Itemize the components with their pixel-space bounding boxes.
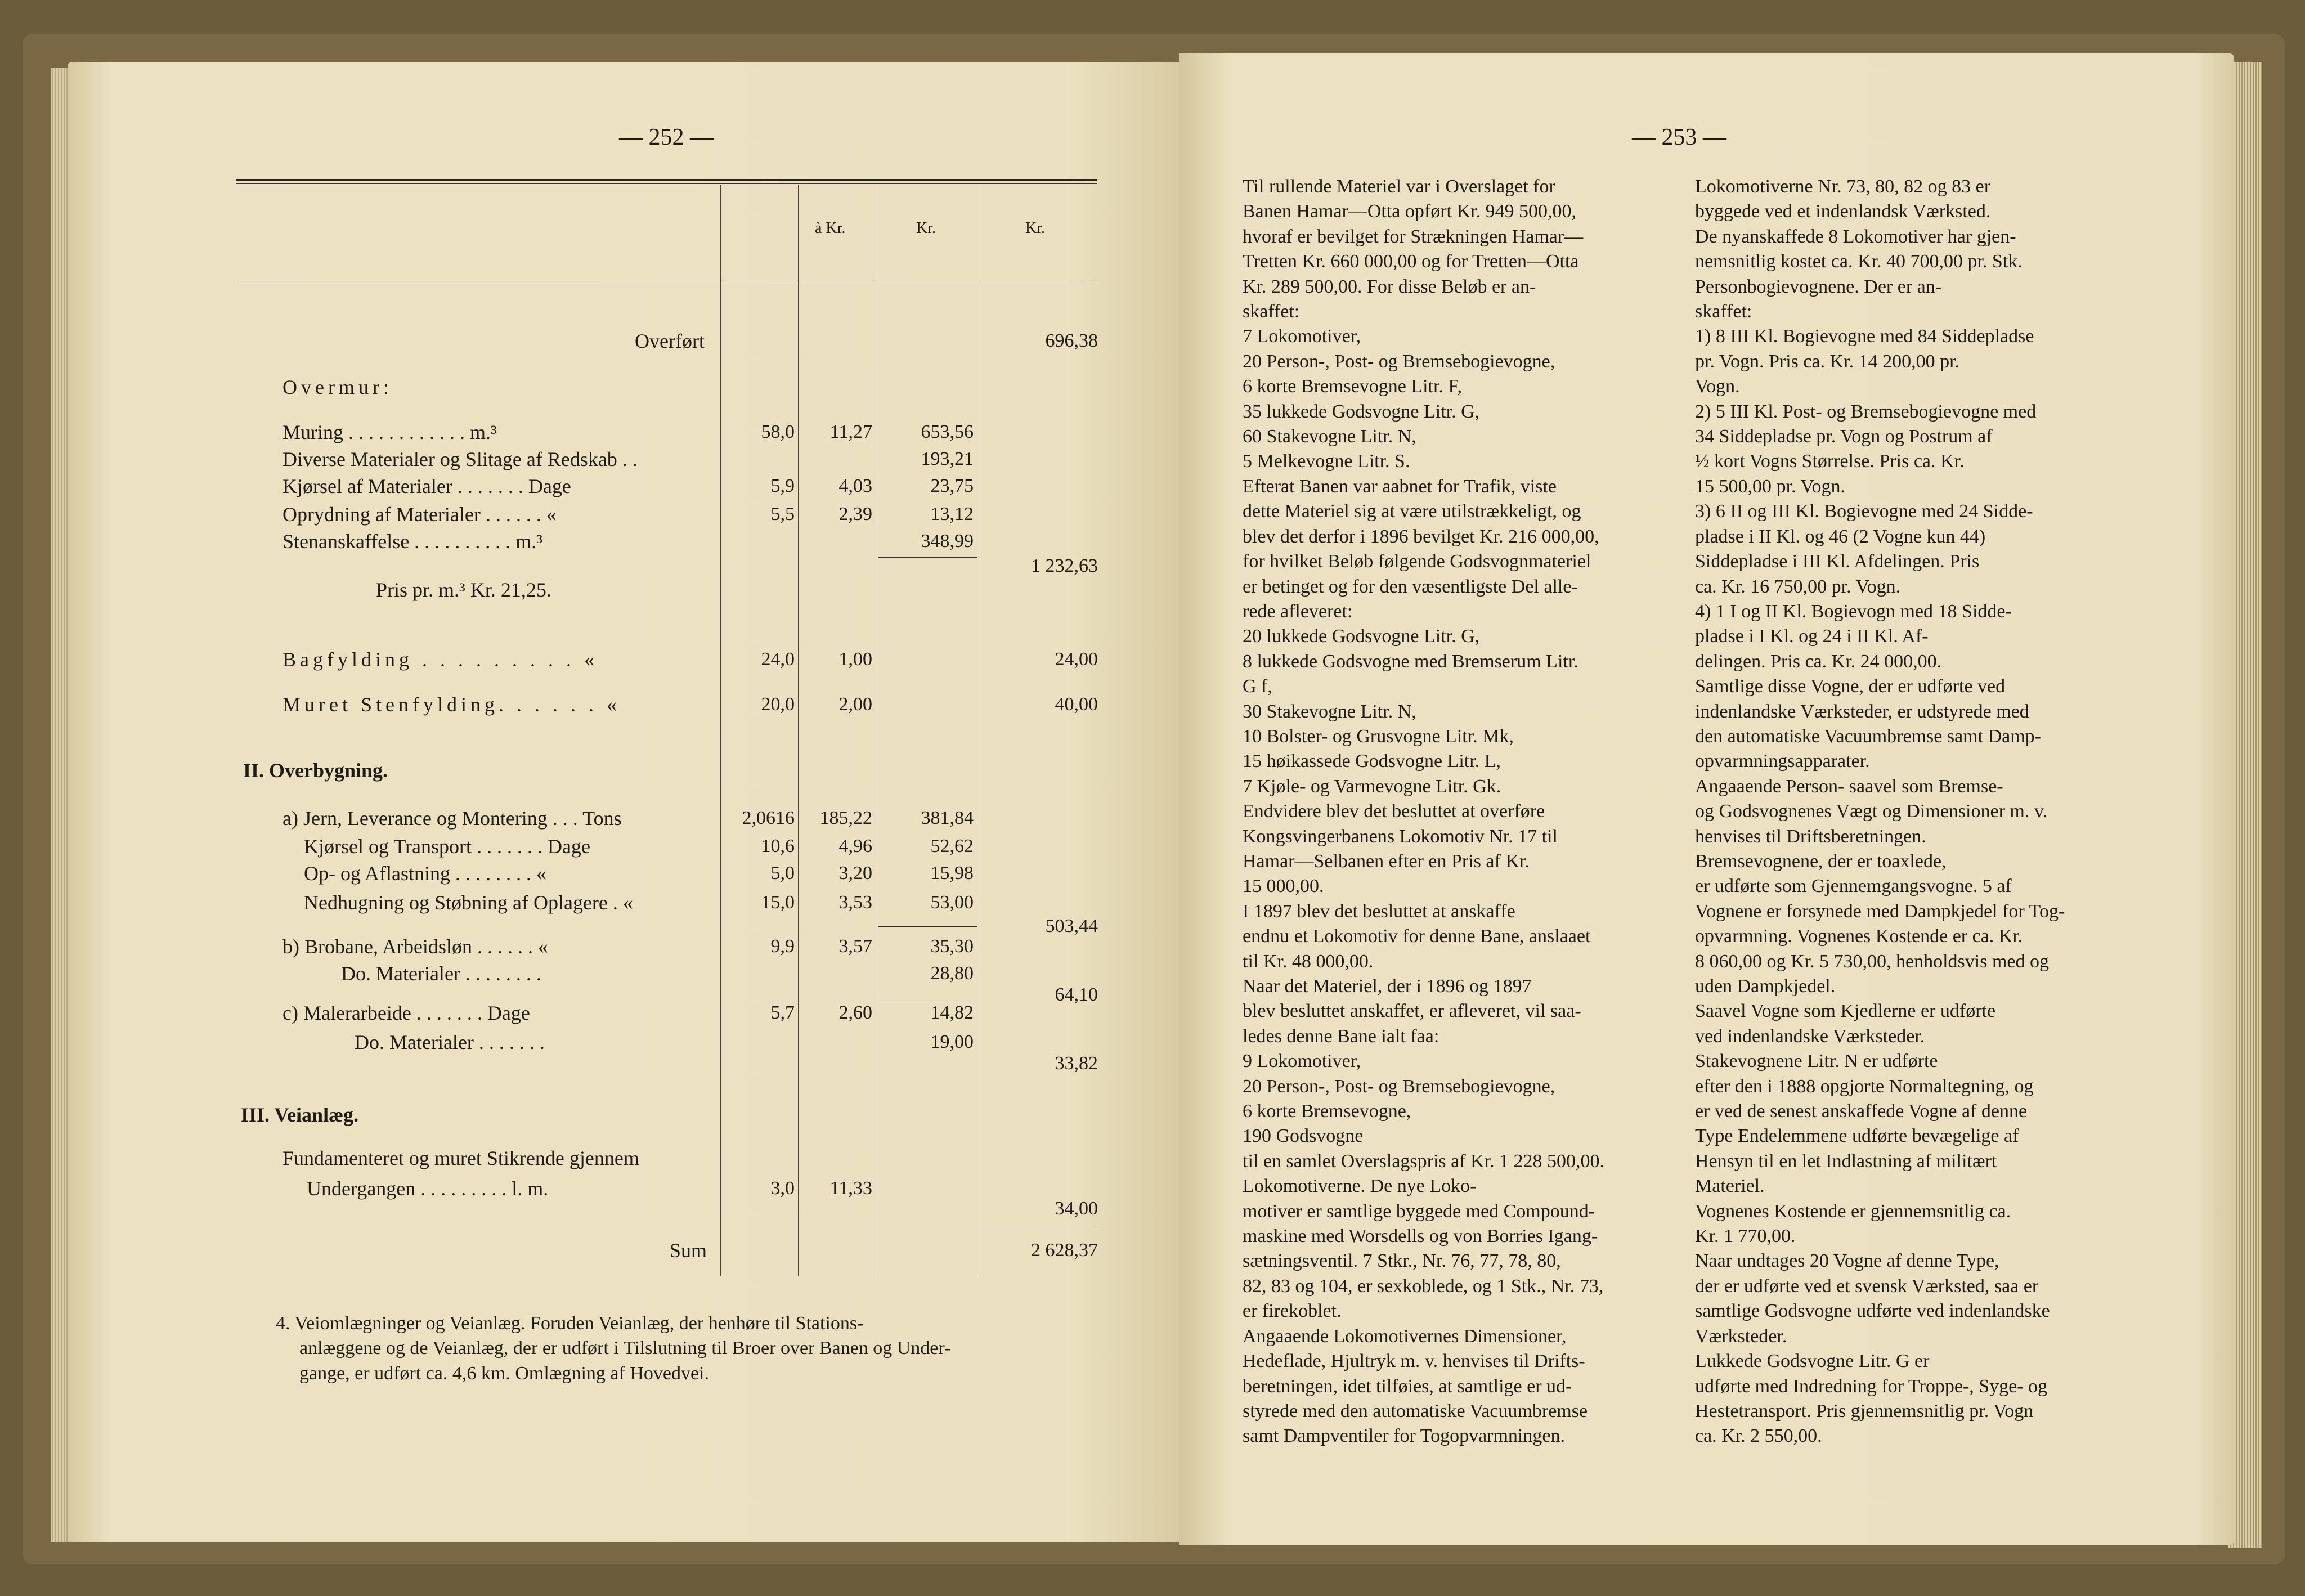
text-line: skaffet:: [1243, 301, 1300, 322]
jern-row-price: 4,96: [838, 836, 872, 857]
text-line: Saavel Vogne som Kjedlerne er udførte: [1695, 1001, 1996, 1022]
text-line: 9 Lokomotiver,: [1243, 1051, 1361, 1072]
text-line: er firekoblet.: [1243, 1301, 1342, 1322]
text-line: De nyanskaffede 8 Lokomotiver har gjen-: [1695, 226, 2016, 247]
brobane-row-amount: 35,30: [930, 936, 974, 957]
text-line: Til rullende Materiel var i Overslaget for: [1243, 176, 1555, 197]
text-line: 7 Lokomotiver,: [1243, 326, 1361, 347]
overmur-row-label: Muring . . . . . . . . . . . . m.³: [282, 421, 497, 443]
text-line: 8 060,00 og Kr. 5 730,00, henholdsvis med og: [1695, 951, 2049, 972]
text-line: til en samlet Overslagspris af Kr. 1 228 500,00.: [1243, 1150, 1605, 1172]
road-note: [276, 1311, 1097, 1386]
fundament-line-1: Fundamenteret og muret Stikrende gjennem: [282, 1147, 639, 1169]
text-line: Værksteder.: [1695, 1325, 1787, 1347]
jern-row-price: 3,53: [838, 892, 872, 913]
text-line: blev det derfor i 1896 bevilget Kr. 216 000,00,: [1243, 526, 1599, 547]
jern-row-label: a) Jern, Leverance og Montering . . . Tons: [282, 807, 622, 830]
text-line: Hensyn til en let Indlastning af militært: [1695, 1150, 1997, 1172]
col-divider-1: [720, 185, 721, 1276]
col-header-kr-1: Kr.: [916, 219, 936, 237]
col-divider-2: [798, 185, 799, 1276]
text-line: beretningen, idet tilføies, at samtlige er ud-: [1243, 1375, 1572, 1397]
text-line: Endvidere blev det besluttet at overføre: [1243, 801, 1545, 822]
text-line: 15 høikassede Godsvogne Litr. L,: [1243, 751, 1501, 772]
text-line: er udførte som Gjennemgangsvogne. 5 af: [1695, 876, 2012, 897]
overmur-row-amount: 193,21: [921, 449, 974, 469]
overfort-label: Overført: [635, 330, 705, 352]
text-line: 190 Godsvogne: [1243, 1126, 1364, 1147]
text-line: 6 korte Bremsevogne Litr. F,: [1243, 376, 1463, 397]
text-line: Efterat Banen var aabnet for Trafik, viste: [1243, 476, 1557, 497]
jern-row-amount: 52,62: [930, 836, 974, 857]
note-line: gange, er udført ca. 4,6 km. Omlægning af Hovedvei.: [299, 1362, 709, 1384]
col-header-a-kr: à Kr.: [815, 219, 846, 237]
text-line: udførte med Indredning for Troppe-, Syge- og: [1695, 1375, 2048, 1397]
maler-row-qty: 5,7: [770, 1002, 795, 1023]
jern-row-qty: 10,6: [761, 836, 795, 857]
overmur-row-price: 2,39: [838, 504, 872, 524]
text-line: der er udførte ved et svensk Værksted, saa er: [1695, 1275, 2039, 1297]
text-line: ½ kort Vogns Størrelse. Pris ca. Kr.: [1695, 451, 1965, 472]
text-line: 15 500,00 pr. Vogn.: [1695, 476, 1846, 497]
overmur-row-label: Diverse Materialer og Slitage af Redskab . .: [282, 448, 638, 470]
text-line: endnu et Lokomotiv for denne Bane, anslaaet: [1243, 926, 1591, 947]
text-line: byggede ved et indenlandsk Værksted.: [1695, 201, 1991, 222]
brobane-row-amount: 28,80: [930, 963, 974, 984]
brobane-total: 64,10: [1055, 984, 1098, 1005]
overmur-row-label: Oprydning af Materialer . . . . . . «: [282, 503, 557, 526]
text-line: Hestetransport. Pris gjennemsnitlig pr. Vogn: [1695, 1400, 2034, 1422]
overmur-row-price: 11,27: [829, 422, 872, 442]
text-line: er betinget og for den væsentligste Del alle-: [1243, 576, 1578, 597]
text-line: samtlige Godsvogne udførte ved indenlandske: [1695, 1301, 2050, 1322]
text-line: motiver er samtlige byggede med Compound-: [1243, 1200, 1595, 1222]
table-top-rule: [236, 179, 1097, 181]
text-line: 20 lukkede Godsvogne Litr. G,: [1243, 626, 1480, 647]
jern-row-qty: 2,0616: [742, 808, 795, 828]
maler-row-amount: 19,00: [930, 1032, 974, 1052]
bagfylding-price: 1,00: [838, 649, 872, 670]
text-line: skaffet:: [1695, 301, 1752, 322]
text-line: 2) 5 III Kl. Post- og Bremsebogievogne med: [1695, 401, 2037, 422]
text-line: Materiel.: [1695, 1176, 1765, 1197]
fundament-qty: 3,0: [770, 1178, 795, 1199]
text-line: uden Dampkjedel.: [1695, 976, 1836, 997]
section-veianlaeg: III. Veianlæg.: [241, 1104, 359, 1126]
text-line: opvarmning. Vognenes Kostende er ca. Kr.: [1695, 926, 2023, 947]
text-line: pr. Vogn. Pris ca. Kr. 14 200,00 pr.: [1695, 351, 1960, 372]
sum-label: Sum: [670, 1239, 707, 1262]
text-line: og Godsvognenes Vægt og Dimensioner m. v.: [1695, 801, 2048, 822]
text-line: Banen Hamar—Otta opført Kr. 949 500,00,: [1243, 201, 1576, 222]
text-line: dette Materiel sig at være utilstrækkeligt, og: [1243, 501, 1581, 522]
text-line: 6 korte Bremsevogne,: [1243, 1101, 1411, 1122]
text-line: Angaaende Lokomotivernes Dimensioner,: [1243, 1325, 1567, 1347]
text-line: 5 Melkevogne Litr. S.: [1243, 451, 1410, 472]
jern-row-price: 3,20: [838, 863, 872, 884]
text-line: Hedeflade, Hjultryk m. v. henvises til Drifts-: [1243, 1351, 1585, 1372]
text-line: 10 Bolster- og Grusvogne Litr. Mk,: [1243, 725, 1514, 747]
text-line: Lukkede Godsvogne Litr. G er: [1695, 1351, 1930, 1372]
text-line: nemsnitlig kostet ca. Kr. 40 700,00 pr. Stk.: [1695, 251, 2023, 272]
text-line: Vogn.: [1695, 376, 1740, 397]
jern-total: 503,44: [1045, 916, 1098, 936]
text-column-1: [1243, 174, 1659, 1449]
text-line: 1) 8 III Kl. Bogievogne med 84 Siddeplad​se: [1695, 326, 2034, 347]
brobane-row-qty: 9,9: [770, 936, 795, 957]
text-line: Kr. 289 500,00. For disse Beløb er an-: [1243, 276, 1536, 297]
text-line: for hvilket Beløb følgende Godsvognmateriel: [1243, 551, 1591, 572]
bagfylding-label: Bagfylding . . . . . . . . . «: [282, 648, 598, 671]
overmur-row-qty: 5,5: [770, 504, 795, 524]
text-line: Personbogievognene. Der er an-: [1695, 276, 1942, 297]
text-line: 3) 6 II og III Kl. Bogievogne med 24 Sidde-: [1695, 501, 2033, 522]
text-line: Vognenes Kostende er gjennemsnitlig ca.: [1695, 1200, 2011, 1222]
page-number-right: — 253 —: [1632, 124, 1726, 150]
text-line: 15 000,00.: [1243, 876, 1324, 897]
text-line: 82, 83 og 104, er sexkoblede, og 1 Stk., Nr. 73,: [1243, 1275, 1604, 1297]
text-line: 60 Stakevogne Litr. N,: [1243, 426, 1416, 447]
text-line: er ved de senest anskaffede Vogne af denne: [1695, 1101, 2028, 1122]
text-line: Samtlige disse Vogne, der er udførte ved: [1695, 676, 2006, 697]
overmur-row-amount: 348,99: [921, 531, 974, 552]
jern-row-label: Nedhugning og Støbning af Oplagere . «: [304, 891, 633, 914]
text-line: styrede med den automatiske Vacuumbremse: [1243, 1400, 1588, 1422]
text-line: Kongsvingerbanens Lokomotiv Nr. 17 til: [1243, 826, 1558, 847]
table-top-rule-thin: [236, 183, 1097, 184]
text-line: Type Endelemmene udførte bevægelige af: [1695, 1126, 2019, 1147]
maler-total: 33,82: [1055, 1053, 1098, 1074]
text-line: den automatiske Vacuumbremse samt Damp-: [1695, 725, 2041, 747]
bagfylding-total: 24,00: [1055, 649, 1098, 670]
brobane-row-price: 3,57: [838, 936, 872, 957]
text-line: Lokomotiverne. De nye Loko-: [1243, 1176, 1477, 1197]
muret-price: 2,00: [838, 694, 872, 715]
overmur-total: 1 232,63: [1031, 555, 1098, 576]
muret-total: 40,00: [1055, 694, 1098, 715]
subtotal-rule: [878, 557, 977, 558]
text-line: samt Dampventiler for Togopvarmningen.: [1243, 1425, 1565, 1447]
overmur-row-amount: 13,12: [930, 504, 974, 524]
overmur-row-qty: 5,9: [770, 476, 795, 496]
note-line: 4. Veiomlægninger og Veianlæg. Foruden Veianlæg, der henhøre til Stations-: [276, 1313, 864, 1334]
text-line: ca. Kr. 2 550,00.: [1695, 1425, 1822, 1447]
text-line: efter den i 1888 opgjorte Normaltegning, og: [1695, 1075, 2034, 1097]
overmur-row-qty: 58,0: [761, 422, 795, 442]
text-line: delingen. Pris ca. Kr. 24 000,00.: [1695, 651, 1942, 672]
text-line: ved indenlandske Værksteder.: [1695, 1025, 1925, 1047]
jern-row-amount: 381,84: [921, 808, 974, 828]
jern-row-qty: 15,0: [761, 892, 795, 913]
overmur-row-amount: 23,75: [930, 476, 974, 496]
section-overbygning: II. Overbygning.: [243, 759, 388, 782]
subtotal-rule: [878, 926, 977, 927]
maler-row-price: 2,60: [838, 1002, 872, 1023]
text-line: 4) 1 I og II Kl. Bogievogn med 18 Sidde-: [1695, 600, 2012, 622]
overfort-value: 696,38: [1045, 330, 1098, 351]
text-line: Vognene er forsynede med Dampkjedel for Tog-: [1695, 900, 2065, 922]
overmur-title: Overmur:: [282, 376, 393, 398]
text-line: Tretten Kr. 660 000,00 og for Tretten—Otta: [1243, 251, 1579, 272]
text-line: Kr. 1 770,00.: [1695, 1226, 1796, 1247]
overmur-row-price: 4,03: [838, 476, 872, 496]
maler-row-label: c) Malerarbeide . . . . . . . Dage: [282, 1002, 530, 1024]
fundament-price: 11,33: [829, 1178, 872, 1199]
text-line: I 1897 blev det besluttet at anskaffe: [1243, 900, 1515, 922]
text-line: 20 Person-, Post- og Bremsebogievogne,: [1243, 1075, 1555, 1097]
text-line: ca. Kr. 16 750,00 pr. Vogn.: [1695, 576, 1901, 597]
maler-row-amount: 14,82: [930, 1002, 974, 1023]
text-line: rede afleveret:: [1243, 600, 1353, 622]
brobane-row-label: Do. Materialer . . . . . . . .: [341, 962, 541, 985]
jern-row-qty: 5,0: [770, 863, 795, 884]
text-line: hvoraf er bevilget for Strækningen Hamar—: [1243, 226, 1584, 247]
text-line: 30 Stakevogne Litr. N,: [1243, 701, 1416, 722]
maler-row-label: Do. Materialer . . . . . . .: [355, 1031, 545, 1053]
col-header-kr-2: Kr.: [1025, 219, 1045, 237]
text-line: ledes denne Bane ialt faa:: [1243, 1025, 1439, 1047]
text-line: 8 lukkede Godsvogne med Bremserum Litr.: [1243, 651, 1578, 672]
text-line: indenlandske Værksteder, er udstyrede med: [1695, 701, 2029, 722]
text-line: G f,: [1243, 676, 1272, 697]
text-line: 34 Siddeplad​se pr. Vogn og Postrum af: [1695, 426, 1993, 447]
jern-row-label: Kjørsel og Transport . . . . . . . Dage: [304, 835, 590, 858]
text-line: maskine med Worsdells og von Borries Igang-: [1243, 1226, 1598, 1247]
text-line: Bremsevognene, der er toaxlede,: [1695, 850, 1947, 872]
fundament-line-2: Undergangen . . . . . . . . . l. m.: [307, 1177, 549, 1200]
text-line: blev besluttet anskaffet, er afleveret, vil saa-: [1243, 1001, 1581, 1022]
text-line: Lokomotiverne Nr. 73, 80, 82 og 83 er: [1695, 176, 1991, 197]
fundament-total: 34,00: [1055, 1198, 1098, 1219]
muret-label: Muret Stenfylding. . . . . . «: [282, 693, 621, 716]
text-column-2: [1695, 174, 2123, 1449]
text-line: 35 lukkede Godsvogne Litr. G,: [1243, 401, 1480, 422]
text-line: henvises til Driftsberetningen.: [1695, 826, 1926, 847]
overmur-row-label: Stenanskaffelse . . . . . . . . . . m.³: [282, 530, 543, 553]
text-line: 7 Kjøle- og Varmevogne Litr. Gk.: [1243, 775, 1501, 797]
brobane-row-label: b) Brobane, Arbeidsløn . . . . . . «: [282, 935, 548, 958]
bagfylding-qty: 24,0: [761, 649, 795, 670]
text-line: Hamar—Selbanen efter en Pris af Kr.: [1243, 850, 1530, 872]
jern-row-amount: 53,00: [930, 892, 974, 913]
text-line: Naar undtages 20 Vogne af denne Type,: [1695, 1250, 1999, 1272]
text-line: sætningsventil. 7 Stkr., Nr. 76, 77, 78, 80,: [1243, 1250, 1561, 1272]
jern-row-label: Op- og Aflastning . . . . . . . . «: [304, 862, 546, 885]
text-line: til Kr. 48 000,00.: [1243, 951, 1374, 972]
sum-value: 2 628,37: [1031, 1240, 1098, 1261]
overmur-row-amount: 653,56: [921, 422, 974, 442]
text-line: Naar det Materiel, der i 1896 og 1897: [1243, 976, 1532, 997]
pris-line: Pris pr. m.³ Kr. 21,25.: [376, 579, 551, 601]
text-line: opvarmningsapparater.: [1695, 751, 1870, 772]
text-line: pladse i II Kl. og 46 (2 Vogne kun 44): [1695, 526, 1986, 547]
text-line: 20 Person-, Post- og Bremsebogievogne,: [1243, 351, 1555, 372]
muret-qty: 20,0: [761, 694, 795, 715]
jern-row-price: 185,22: [819, 808, 872, 828]
text-line: Angaaende Person- saavel som Bremse-: [1695, 775, 2003, 797]
jern-row-amount: 15,98: [930, 863, 974, 884]
text-line: Siddeplad​se i III Kl. Afdelingen. Pris: [1695, 551, 1980, 572]
overmur-row-label: Kjørsel af Materialer . . . . . . . Dage: [282, 475, 571, 497]
text-line: pladse i I Kl. og 24 i II Kl. Af-: [1695, 626, 1929, 647]
page-number-left: — 252 —: [619, 124, 714, 150]
note-line: anlæggene og de Veianlæg, der er udført i Tilslutning til Broer over Banen og Under-: [299, 1338, 951, 1359]
text-line: Stakevognene Litr. N er udførte: [1695, 1051, 1938, 1072]
